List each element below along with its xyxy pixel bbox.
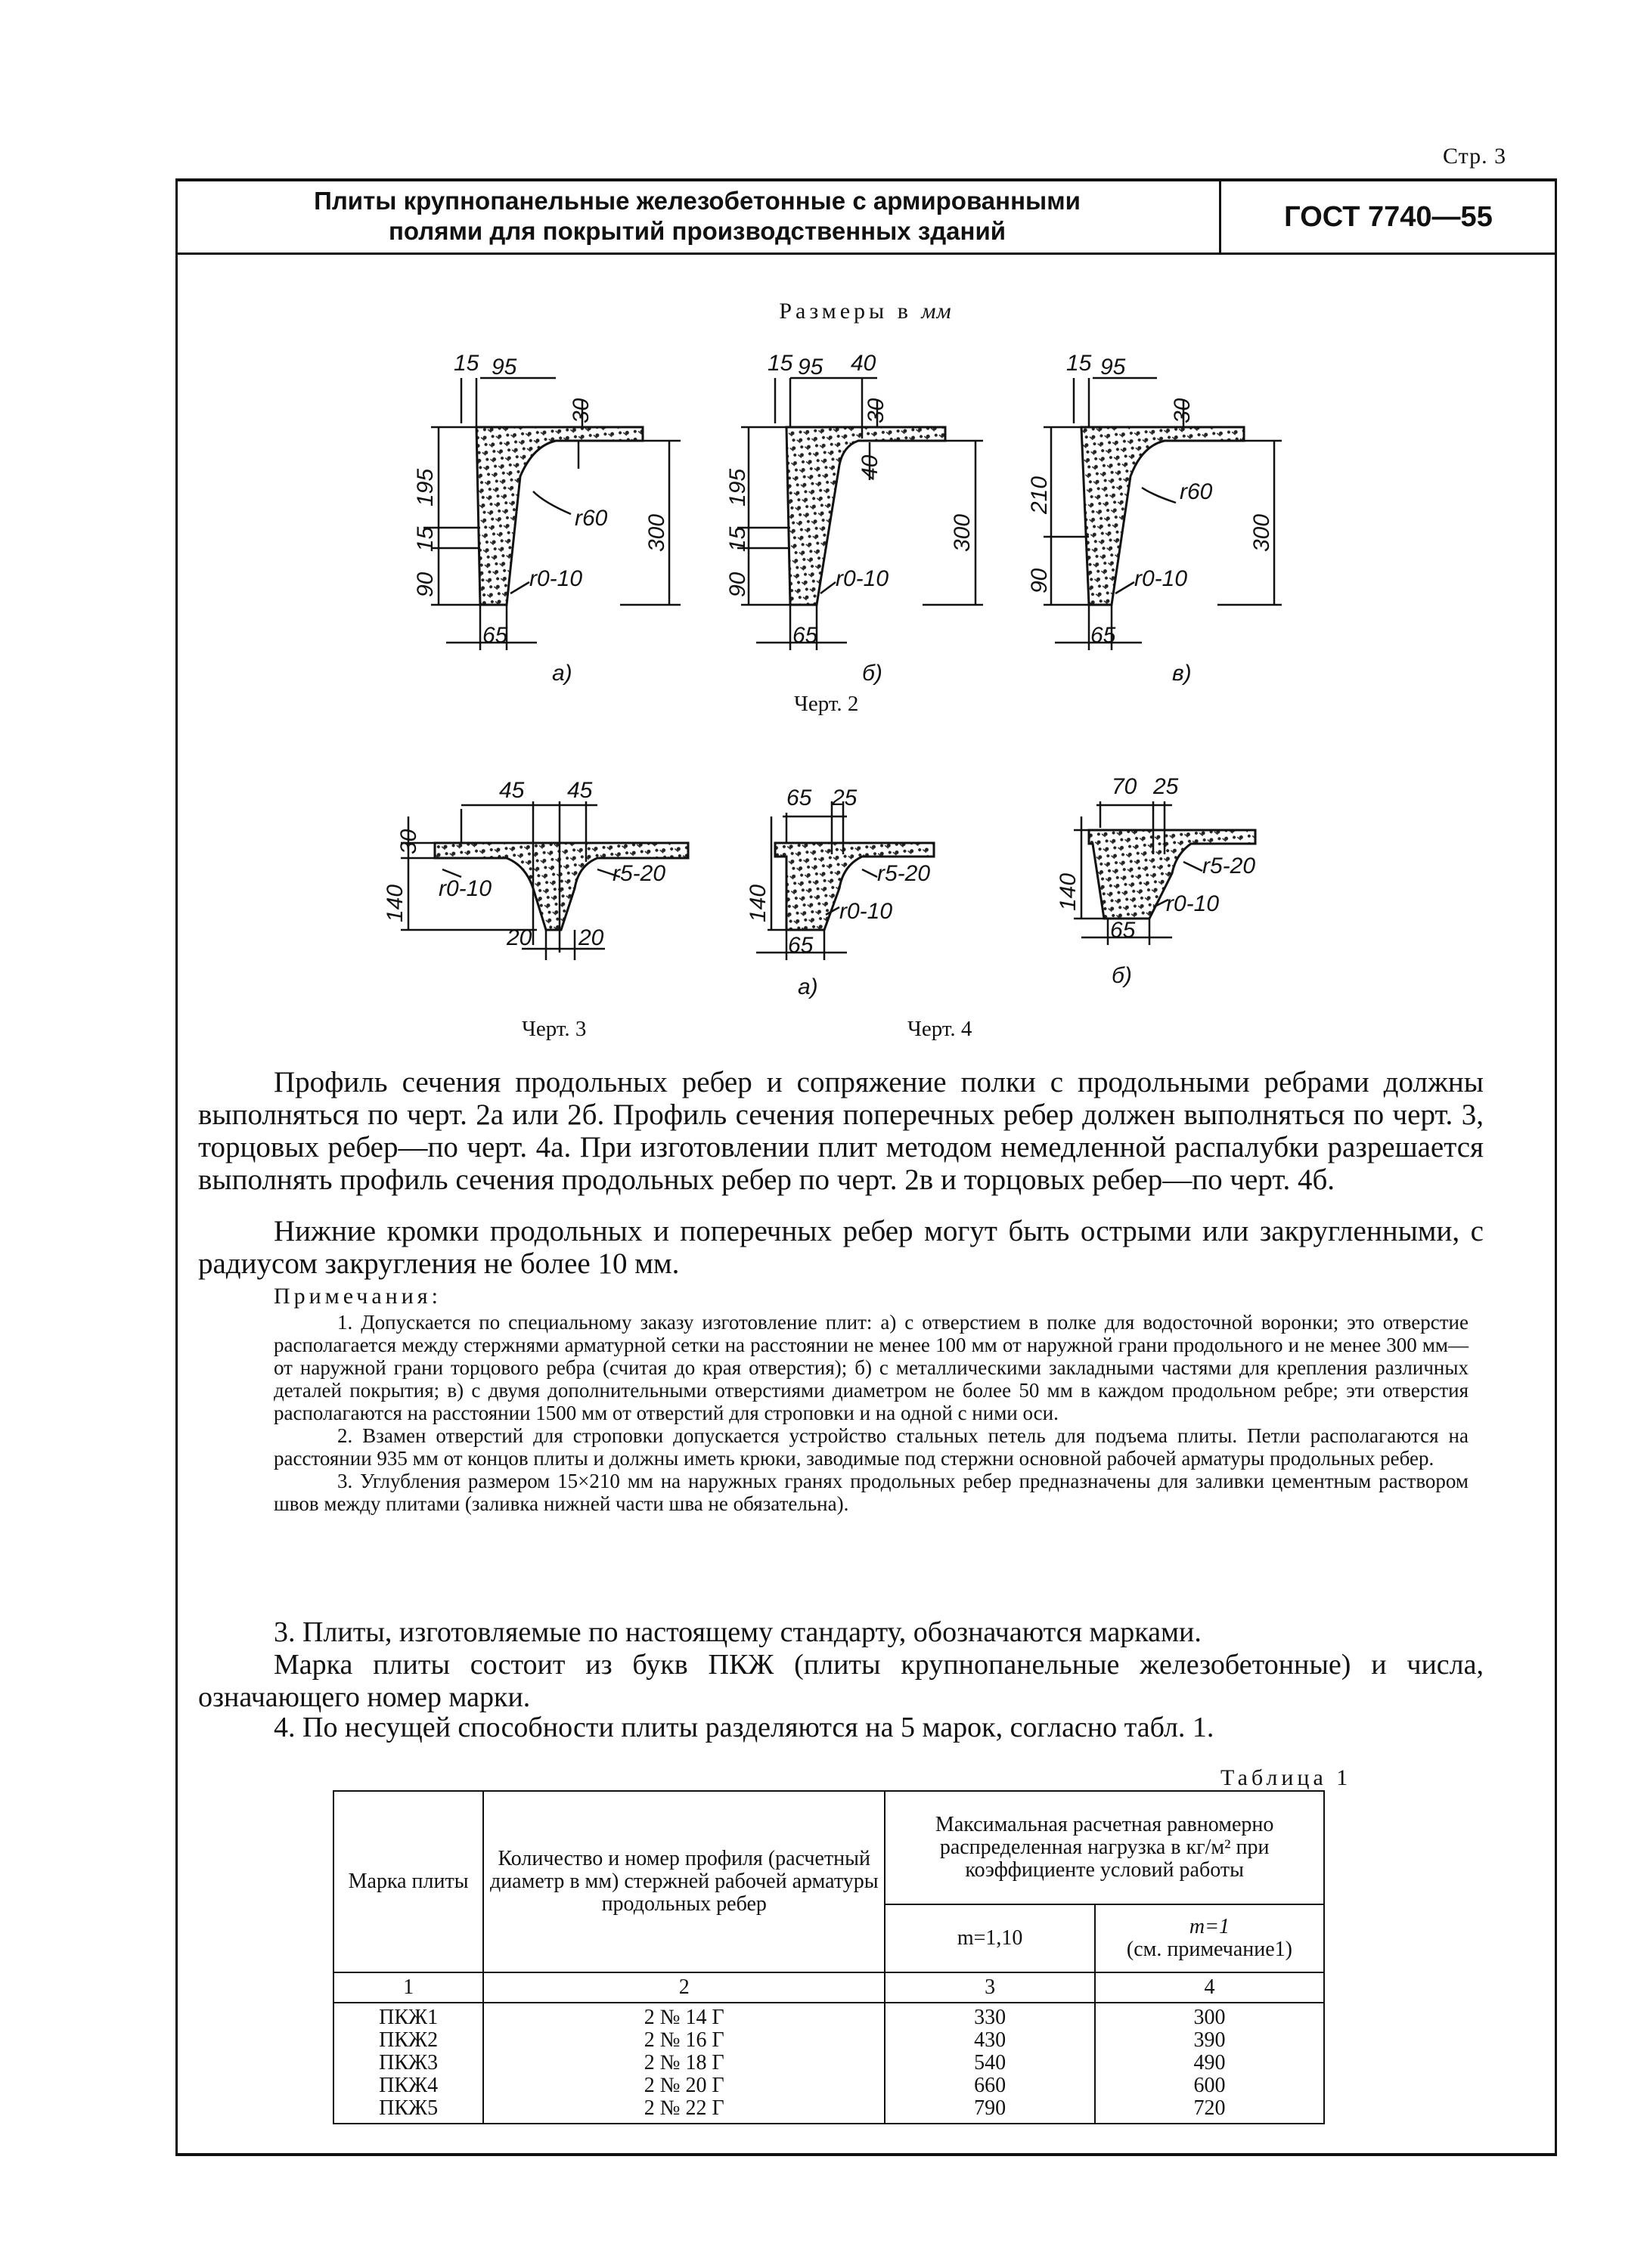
- table1-row4-m110: 660: [974, 2074, 1006, 2097]
- chert4-a: [746, 785, 934, 999]
- table1-col1-header: Марка плиты: [333, 1791, 483, 1972]
- table1-col34-header: Максимальная расчетная равномерно распределенная нагрузка в кг/м² при коэффициенте условий работы: [885, 1791, 1324, 1904]
- table1-row4-rebar: 2 № 20 Г: [644, 2074, 724, 2097]
- chert4-a-dim-4: 65: [788, 933, 814, 958]
- chert2-a-dim-8: 65: [482, 623, 508, 648]
- chert2-caption: Черт. 2: [794, 692, 859, 716]
- chert4-b-radius-1: r5-20: [1202, 854, 1256, 878]
- chert4-a-radius-2: r0-10: [839, 899, 893, 924]
- sizes-label-unit: мм: [921, 299, 952, 324]
- section4-paragraph: 4. По несущей способности плиты разделяются на 5 марок, согласно табл. 1.: [274, 1712, 1214, 1743]
- table1-row5-m110: 790: [974, 2096, 1006, 2120]
- table1-rebar: [483, 2003, 885, 2124]
- chert2-c-dim-4: 210: [1027, 476, 1052, 514]
- page-number: Стр. 3: [1443, 144, 1507, 169]
- chert4-b-dim-3: 140: [1056, 872, 1081, 911]
- table1-col4-header: [1095, 1904, 1324, 1972]
- table1-m110: [885, 2003, 1095, 2124]
- chert2-b-dim-10: 65: [792, 623, 818, 648]
- document-title-line2: полями для покрытий производственных зданий: [388, 217, 1006, 245]
- table1-row4-m1: 600: [1193, 2074, 1226, 2097]
- chert2-b-dim-2: 95: [798, 355, 823, 380]
- sizes-label: [175, 299, 1555, 324]
- chert2-b: [725, 351, 983, 686]
- table1-col2-header: Количество и номер профиля (расчетный диаметр в мм) стержней рабочей арматуры продольных ребер: [483, 1791, 885, 1972]
- sizes-label-text: Размеры в: [779, 299, 912, 324]
- chert3-radius-2: r5-20: [613, 861, 666, 886]
- frame-top-rule: [175, 178, 1555, 181]
- table1-row1-rebar: 2 № 14 Г: [644, 2006, 724, 2029]
- table1-row1-mark: ПКЖ1: [379, 2006, 439, 2029]
- frame-bottom-rule: [175, 2153, 1557, 2156]
- chert3-dim-2: 45: [567, 778, 593, 803]
- chert4-b-dim-1: 70: [1112, 774, 1137, 799]
- chert2-b-dim-5: 40: [858, 454, 882, 480]
- document-title: [178, 186, 1216, 246]
- notes-block: [274, 1311, 1469, 1515]
- note-2: 2. Взамен отверстий для строповки допускается устройство стальных петель для подъема плиты. Петли располагаются на расстоянии 935 мм от концов плиты и должны иметь крюки, заводимые под стержни основной рабочей арматуры продольных ребер.: [274, 1424, 1469, 1470]
- note-1: 1. Допускается по специальному заказу изготовление плит: а) с отверстием в полке для водосточной воронки; это отверстие располагается между стержнями арматурной сетки на расстоянии не менее 100 мм от наружной грани продольного и не менее 300 мм—от наружной грани торцового ребра (считая до края отверстия); б) с металлическими закладными частями для крепления различных деталей покрытия; в) с двумя дополнительными отверстиями диаметром не более 50 мм в каждом продольном ребре; эти отверстия располагаются на расстоянии 1500 мм от отверстий для строповки и на одной с ними оси.: [274, 1311, 1469, 1424]
- table1-colnum-3: 3: [885, 1972, 1095, 2003]
- chert2-a-dim-3: 30: [569, 398, 594, 423]
- header-separator: [1219, 178, 1221, 253]
- header-bottom-rule: [175, 253, 1557, 255]
- table1-row3-rebar: 2 № 18 Г: [644, 2051, 724, 2074]
- chert2-c-dim-1: 15: [1066, 351, 1092, 376]
- chert2-a-dim-1: 15: [454, 351, 479, 376]
- table1-row3-m110: 540: [974, 2051, 1006, 2074]
- paragraph-profiles: Профиль сечения продольных ребер и сопряжение полки с продольными ребрами должны выполняться по черт. 2а или 2б. Профиль сечения поперечных ребер должен выполняться по черт. 3, торцовых ребер—по черт. 4а. При изготовлении плит методом немедленной распалубки разрешается выполнять профиль сечения продольных ребер по черт. 2в и торцовых ребер—по черт. 4б.: [198, 1066, 1484, 1196]
- chert2-a-dim-6: 15: [413, 526, 438, 552]
- chert2-b-dim-1: 15: [768, 351, 793, 376]
- chert2-c-dim-3: 30: [1170, 398, 1195, 423]
- table1-row2-rebar: 2 № 16 Г: [644, 2028, 724, 2052]
- frame-right-rule: [1555, 178, 1557, 2155]
- standard-number: ГОСТ 7740—55: [1284, 201, 1493, 233]
- chert2-a-dim-2: 95: [492, 355, 517, 380]
- table1-row2-mark: ПКЖ2: [379, 2028, 439, 2052]
- chert2-c-dim-6: 300: [1249, 513, 1274, 552]
- frame-left-rule: [175, 178, 178, 2155]
- table1-row3-mark: ПКЖ3: [379, 2051, 439, 2074]
- section3-paragraph1: 3. Плиты, изготовляемые по настоящему стандарту, обозначаются марками.: [274, 1616, 1202, 1648]
- chert2-b-dim-6: 195: [725, 468, 750, 507]
- chert3-radius-1: r0-10: [439, 876, 492, 901]
- notes-heading: Примечания:: [274, 1284, 442, 1309]
- chert4-b-dim-2: 25: [1153, 774, 1179, 799]
- table1-colnum-2: 2: [483, 1972, 885, 2003]
- chert2-b-dim-9: 300: [950, 513, 975, 552]
- table1-m1: [1095, 2003, 1324, 2124]
- chert4-b: [1056, 774, 1255, 988]
- document-title-line1: Плиты крупнопанельные железобетонные с армированными: [314, 187, 1081, 215]
- note-3: 3. Углубления размером 15×210 мм на наружных гранях продольных ребер предназначены для заливки цементным раствором швов между плитами (заливка нижней части шва не обязательна).: [274, 1470, 1469, 1515]
- chert2-c-label: в): [1172, 661, 1192, 686]
- chert2-b-radius-1: r0-10: [836, 566, 889, 591]
- chert4-a-dim-3: 140: [746, 884, 771, 922]
- table1: [333, 1790, 1325, 2124]
- chert2-a-radius-2: r0-10: [529, 566, 583, 591]
- chert2-b-dim-8: 90: [725, 572, 750, 597]
- table1-row5-rebar: 2 № 22 Г: [644, 2096, 724, 2120]
- chert4-a-radius-1: r5-20: [877, 861, 931, 886]
- chert3: [383, 778, 688, 960]
- table1-row4-mark: ПКЖ4: [379, 2074, 439, 2097]
- section3-paragraph2: Марка плиты состоит из букв ПКЖ (плиты крупнопанельные железобетонные) и числа, означающего номер марки.: [198, 1649, 1484, 1713]
- table1-row2-m1: 390: [1193, 2028, 1226, 2052]
- chert3-dim-3: 30: [396, 829, 421, 854]
- chert4-b-radius-2: r0-10: [1166, 891, 1220, 916]
- chert4-a-dim-2: 25: [832, 785, 858, 810]
- chert2-c: [1027, 351, 1282, 686]
- paragraph-edges: Нижние кромки продольных и поперечных ребер могут быть острыми или закругленными, с радиусом закругления не более 10 мм.: [198, 1215, 1484, 1280]
- table1-colnum-1: 1: [333, 1972, 483, 2003]
- table1-title: Таблица 1: [1220, 1765, 1352, 1790]
- table1-row1-m1: 300: [1193, 2006, 1226, 2029]
- table1-marks: [333, 2003, 483, 2124]
- table1-row2-m110: 430: [974, 2028, 1006, 2052]
- chert2-c-dim-2: 95: [1100, 355, 1126, 380]
- chert3-caption: Черт. 3: [522, 1017, 587, 1041]
- chert2-a-radius-1: r60: [575, 506, 608, 531]
- cross-section-drawings: [348, 333, 1331, 1058]
- chert3-dim-4: 140: [383, 884, 408, 922]
- chert2-c-radius-2: r0-10: [1134, 566, 1188, 591]
- table1-col3-header: m=1,10: [885, 1904, 1095, 1972]
- chert3-dim-1: 45: [499, 778, 525, 803]
- chert4-b-dim-4: 65: [1110, 918, 1136, 943]
- chert2-a-label: а): [552, 661, 572, 686]
- chert2-a-dim-4: 195: [413, 468, 438, 507]
- chert4-b-label: б): [1112, 963, 1132, 988]
- chert2-b-dim-3: 40: [851, 351, 876, 376]
- chert2-a-dim-7: 300: [644, 513, 669, 552]
- chert3-dim-6: 20: [578, 925, 604, 950]
- table1-row3-m1: 490: [1193, 2051, 1226, 2074]
- table1-row5-m1: 720: [1193, 2096, 1226, 2120]
- table1-colnum-4: 4: [1095, 1972, 1324, 2003]
- chert2-a-dim-5: 90: [413, 572, 438, 597]
- chert2-b-dim-4: 30: [864, 398, 889, 423]
- chert2-b-dim-7: 15: [725, 526, 750, 552]
- table1-col4-header-line1: m=1: [1189, 1915, 1230, 1938]
- chert2-b-label: б): [862, 661, 882, 686]
- chert4-caption: Черт. 4: [907, 1017, 972, 1041]
- chert3-dim-5: 20: [507, 925, 532, 950]
- chert4-a-dim-1: 65: [786, 785, 812, 810]
- chert2-c-dim-7: 65: [1090, 623, 1116, 648]
- table1-row5-mark: ПКЖ5: [379, 2096, 439, 2120]
- table1-col4-header-line2: (см. примечание1): [1126, 1938, 1293, 1961]
- table1-row1-m110: 330: [974, 2006, 1006, 2029]
- chert4-a-label: а): [798, 974, 818, 999]
- chert2-c-radius-1: r60: [1180, 479, 1213, 504]
- chert2-a: [413, 351, 681, 686]
- chert2-c-dim-5: 90: [1027, 568, 1052, 593]
